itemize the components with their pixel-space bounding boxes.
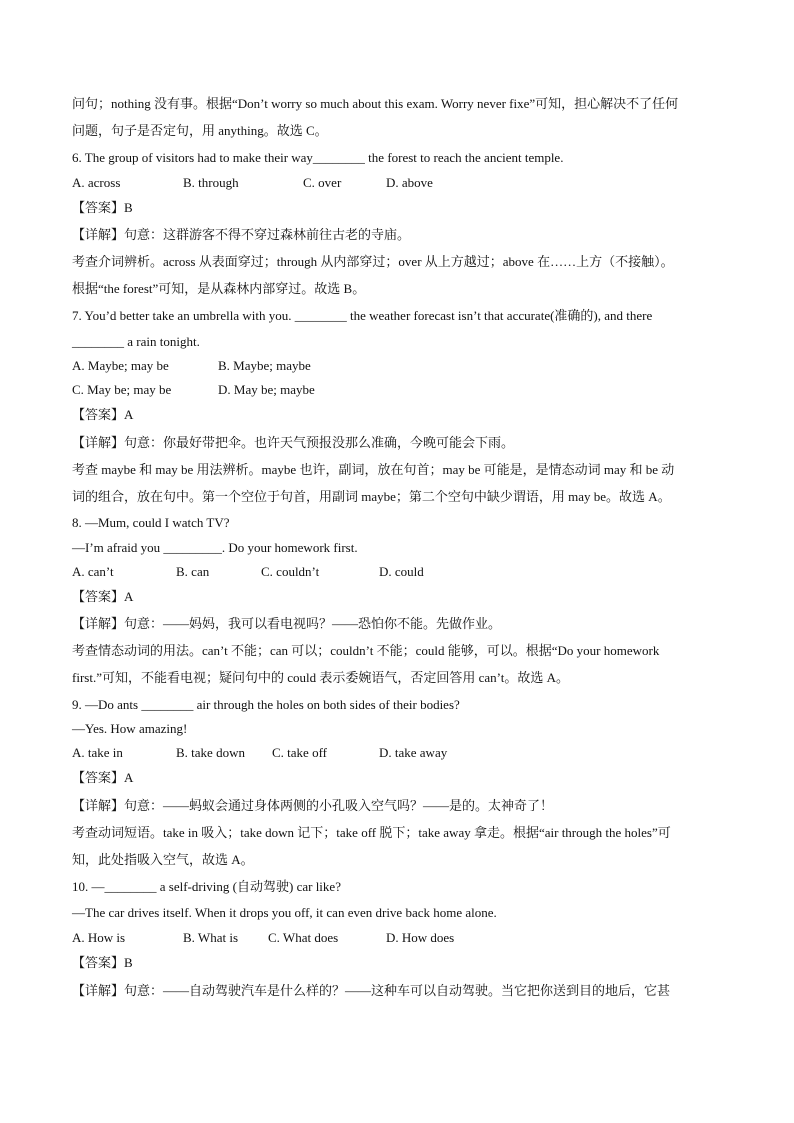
explanation-6: 【详解】句意：这群游客不得不穿过森林前往古老的寺庙。	[72, 227, 411, 242]
explanation-10: 【详解】句意：——自动驾驶汽车是什么样的？——这种车可以自动驾驶。当它把你送到目的地后，它甚	[72, 983, 671, 998]
option-8c: C. couldn’t	[261, 564, 320, 579]
option-9a: A. take in	[72, 745, 123, 760]
answer-10: 【答案】B	[72, 955, 133, 970]
explanation-9: 知，此处指吸入空气，故选 A。	[72, 852, 254, 867]
answer-7: 【答案】A	[72, 407, 134, 422]
explanation-9: 【详解】句意：——蚂蚁会通过身体两侧的小孔吸入空气吗？——是的。太神奇了！	[72, 798, 554, 813]
option-9d: D. take away	[379, 745, 448, 760]
option-8a: A. can’t	[72, 564, 114, 579]
question-10: 10. —________ a self-driving (自动驾驶) car like?	[72, 879, 341, 894]
question-8: —I’m afraid you _________. Do your homework first.	[72, 540, 358, 555]
question-7: ________ a rain tonight.	[72, 334, 200, 349]
option-6d: D. above	[386, 175, 433, 190]
option-10c: C. What does	[268, 930, 339, 945]
option-6b: B. through	[183, 175, 239, 190]
explanation-6: 根据“the forest”可知，是从森林内部穿过。故选 B。	[72, 281, 366, 296]
option-8b: B. can	[176, 564, 210, 579]
answer-9: 【答案】A	[72, 770, 134, 785]
option-10d: D. How does	[386, 930, 455, 945]
text-line: 问题，句子是否定句，用 anything。故选 C。	[72, 123, 328, 138]
option-7b: B. Maybe; maybe	[218, 358, 311, 373]
option-6c: C. over	[303, 175, 342, 190]
question-7: 7. You’d better take an umbrella with you. ________ the weather forecast isn’t that accurate(准确的), and there	[72, 308, 653, 323]
option-9c: C. take off	[272, 745, 327, 760]
option-7c: C. May be; may be	[72, 382, 172, 397]
answer-8: 【答案】A	[72, 589, 134, 604]
explanation-6: 考查介词辨析。across 从表面穿过；through 从内部穿过；over 从上方越过；above 在……上方（不接触）。	[72, 254, 674, 269]
option-8d: D. could	[379, 564, 424, 579]
option-6a: A. across	[72, 175, 121, 190]
text-line: 问句；nothing 没有事。根据“Don’t worry so much about this exam. Worry never fixe”可知，担心解决不了任何	[72, 96, 679, 111]
explanation-9: 考查动词短语。take in 吸入；take down 记下；take off 脱下；take away 拿走。根据“air through the holes”可	[72, 825, 671, 840]
option-9b: B. take down	[176, 745, 245, 760]
question-9: 9. —Do ants ________ air through the holes on both sides of their bodies?	[72, 697, 460, 712]
question-8: 8. —Mum, could I watch TV?	[72, 515, 230, 530]
explanation-8: first.”可知，不能看电视；疑问句中的 could 表示委婉语气，否定回答用 can’t。故选 A。	[72, 670, 569, 685]
explanation-8: 【详解】句意：——妈妈，我可以看电视吗？——恐怕你不能。先做作业。	[72, 616, 502, 631]
explanation-7: 考查 maybe 和 may be 用法辨析。maybe 也许，副词，放在句首；may be 可能是，是情态动词 may 和 be 动	[72, 462, 675, 477]
option-10b: B. What is	[183, 930, 239, 945]
option-10a: A. How is	[72, 930, 126, 945]
option-7a: A. Maybe; may be	[72, 358, 169, 373]
explanation-7: 【详解】句意：你最好带把伞。也许天气预报没那么准确，今晚可能会下雨。	[72, 435, 515, 450]
explanation-7: 词的组合，放在句中。第一个空位于句首，用副词 maybe；第二个空句中缺少谓语，用 may be。故选 A。	[72, 489, 671, 504]
question-10: —The car drives itself. When it drops you off, it can even drive back home alone.	[72, 905, 497, 920]
explanation-8: 考查情态动词的用法。can’t 不能；can 可以；couldn’t 不能；could 能够，可以。根据“Do your homework	[72, 643, 660, 658]
question-9: —Yes. How amazing!	[72, 721, 188, 736]
option-7d: D. May be; maybe	[218, 382, 315, 397]
answer-6: 【答案】B	[72, 200, 133, 215]
question-6: 6. The group of visitors had to make their way________ the forest to reach the ancient temple.	[72, 150, 564, 165]
